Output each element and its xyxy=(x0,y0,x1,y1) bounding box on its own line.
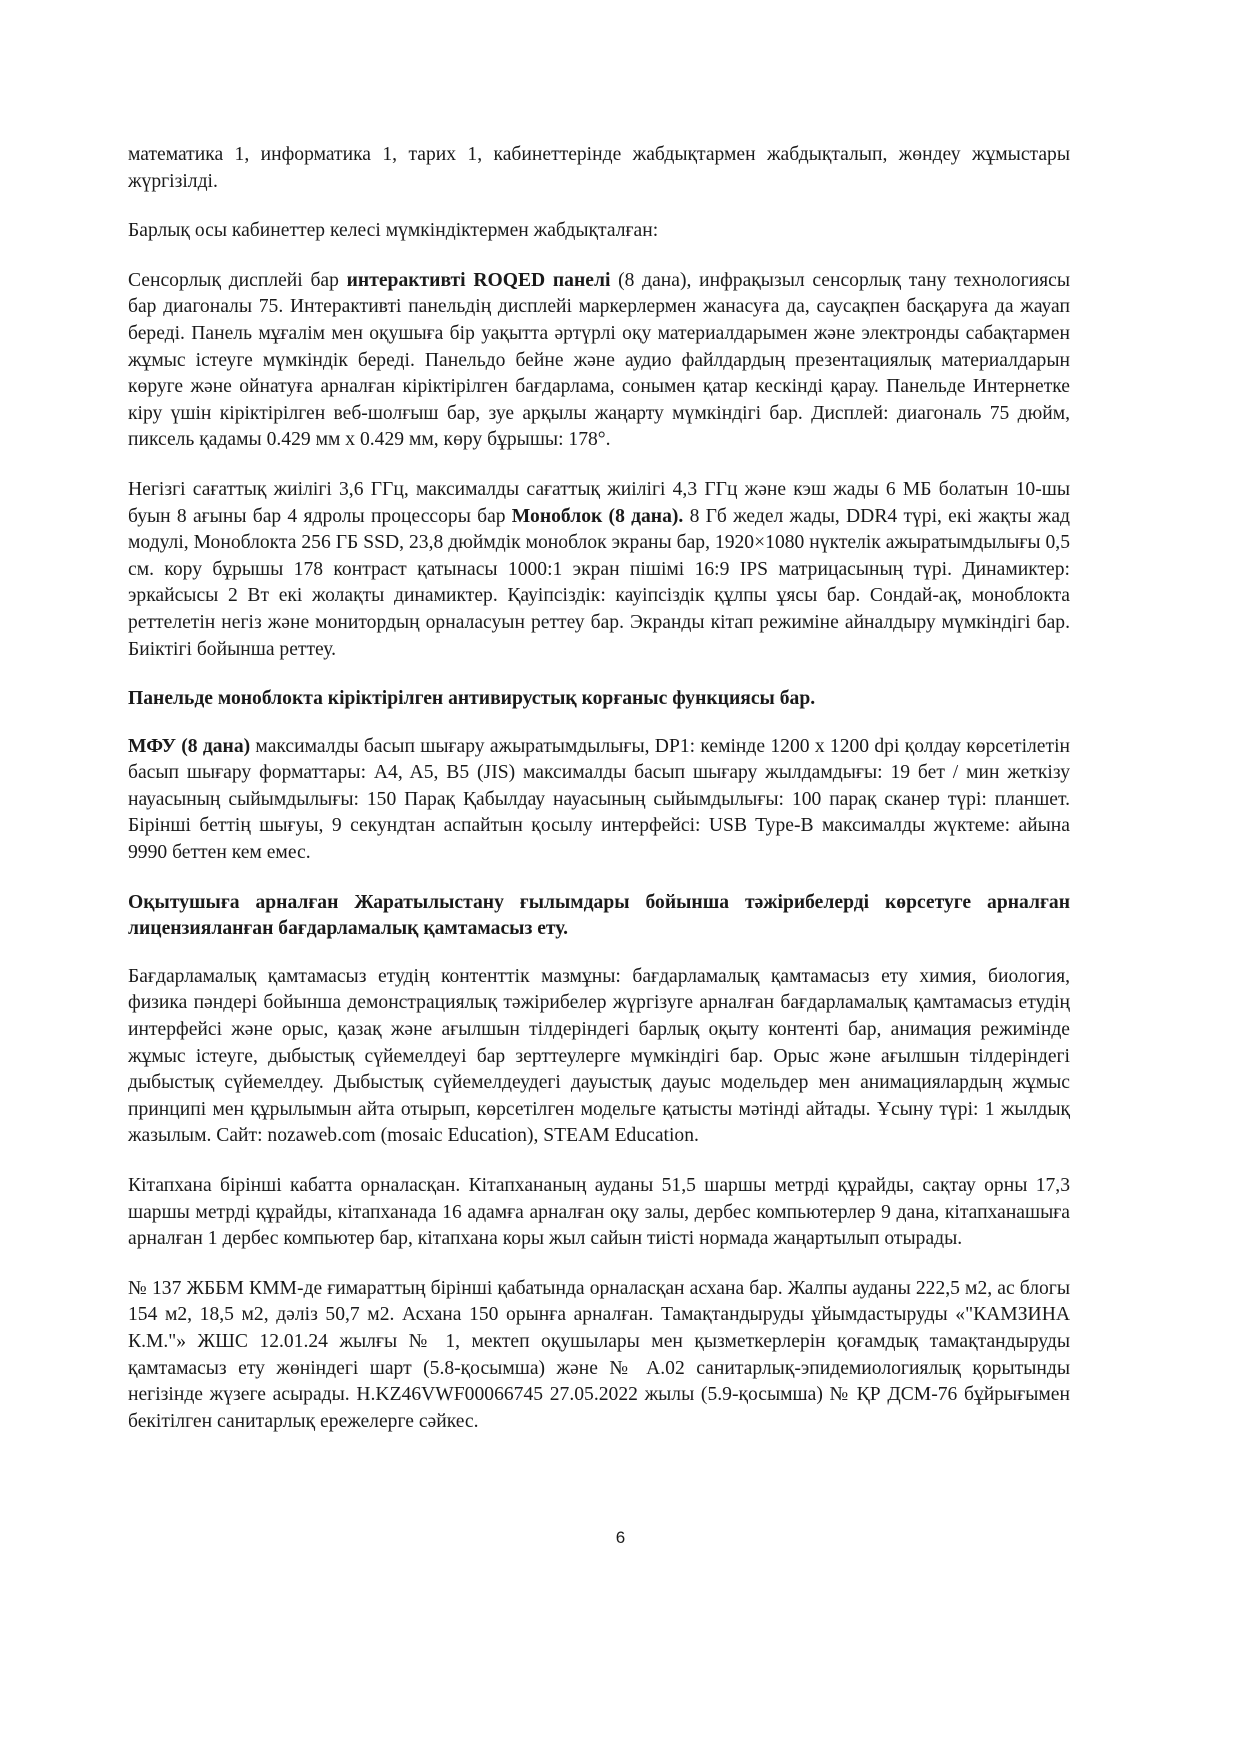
paragraph-cabinets: математика 1, информатика 1, тарих 1, кабинеттерінде жабдықтармен жабдықталып, жөндеу жұмыстары жүргізілді. xyxy=(128,144,1070,192)
paragraph-interactive-panel: Сенсорлық дисплейі бар интерактивті ROQED панелі (8 дана), инфрақызыл сенсорлық тану технологиясы бар диагоналы 75. Интерактивті панельдің дисплейі маркерлермен жанасуға да, саусақпен басқаруға да жауап береді. Панель мұғалім мен оқушыға бір уақытта әртүрлі оқу материалдарымен және электронды сабақтармен жұмыс істеуге мүмкіндік береді. Панельдо бейне және аудио файлдардың презентациялық материалдарын көруге және ойнатуға арналған кіріктірілген бағдарлама, сонымен қатар кескінді қарау. Панельде Интернетке кіру үшін кіріктірілген веб-шолғыш бар, зуе арқылы жаңарту мүмкіндігі бар. Дисплей: диагональ 75 дюйм, пиксель қадамы 0.429 мм x 0.429 мм, көру бұрышы: 178°. xyxy=(128,269,1070,451)
paragraph-mfu: МФУ (8 дана) максималды басып шығару ажыратымдылығы, DP1: кемінде 1200 x 1200 dpi қолдау көрсетілетін басып шығару форматтары: A4, A5, B5 (JIS) максималды басып шығару жылдамдығы: 19 бет / мин жеткізу науасының сыйымдылығы: 150 Парақ Қабылдау науасының сыйымдылығы: 100 парақ сканер түрі: планшет. Бірінші беттің шығуы, 9 секундтан аспайтын қосылу интерфейсі: USB Type-B максималды жүктеме: айына 9990 беттен кем емес. xyxy=(128,735,1071,864)
page-number: 6 xyxy=(615,1528,626,1547)
paragraph-library: Кітапхана бірінші кабатта орналасқан. Кітапхананың ауданы 51,5 шаршы метрді құрайды, сақтау орны 17,3 шаршы метрді құрайды, кітапханада 16 адамға арналған оқу залы, дербес компьютерлер 9 дана, кітапханашыға арналған 1 дербес компьютер бар, кітапхана коры жыл сайын тиісті нормада жаңартылып отырады. xyxy=(128,1175,1070,1250)
paragraph-equipment-intro: Барлық осы кабинеттер келесі мүмкіндіктермен жабдықталған: xyxy=(128,220,659,242)
paragraph-monoblock: Негізгі сағаттық жиілігі 3,6 ГГц, максималды сағаттық жиілігі 4,3 ГГц және кэш жады 6 МБ болатын 10-шы буын 8 ағыны бар 4 ядролы процессоры бар Моноблок (8 дана). 8 Гб жедел жады, DDR4 түрі, екі жақты жад модулі, Моноблокта 256 ГБ SSD, 23,8 дюймдік моноблок экраны бар, 1920×1080 нүктелік ажыратымдылығы 0,5 см. кору бұрышы 178 контраст қатынасы 1000:1 экран пішімі 16:9 IPS матрицасының түрі. Динамиктер: эркайсысы 2 Вт екі жолақты динамиктер. Қауіпсіздік: кауіпсіздік құлпы ұясы бар. Сондай-ақ, моноблокта реттелетін негіз және монитордың орналасуын реттеу бар. Экранды кітап режиміне айналдыру мүмкіндігі бар. Биіктігі бойынша реттеу. xyxy=(128,478,1070,660)
paragraph-canteen: № 137 ЖББМ КММ-де ғимараттың бірінші қабатында орналасқан асхана бар. Жалпы ауданы 222,5 м2, ас блогы 154 м2, 18,5 м2, дәліз 50,7 м2. Асхана 150 орынға арналған. Тамақтандыруды ұйымдастыруды «"КАМЗИНА К.М."» ЖШС 12.01.24 жылғы № 1, мектеп оқушылары мен қызметкерлерін қоғамдық тамақтандыруды қамтамасыз ету жөніндегі шарт (5.8-қосымша) және № А.02 санитарлық-эпидемиологиялық қорытынды негізінде жүзеге асырады. Н.KZ46VWF00066745 27.05.2022 жылы (5.9-қосымша) № ҚР ДСМ-76 бұйрығымен бекітілген санитарлық ережелерге сәйкес. xyxy=(128,1277,1070,1432)
paragraph-software-content: Бағдарламалық қамтамасыз етудің контенттік мазмұны: бағдарламалық қамтамасыз ету химия, биология, физика пәндері бойынша демонстрациялық тәжірибелер жүргізуге арналған бағдарламалық қамтамасыз етудің интерфейсі және орыс, қазақ және ағылшын тілдеріндегі барлық оқыту контенті бар, анимация режимінде жұмыс істеуге, дыбыстық сүйемелдеуі бар зерттеулерге мүмкіндігі бар. Орыс және ағылшын тілдеріндегі дыбыстық сүйемелдеу. Дыбыстық сүйемелдеудегі дауыстық дауыс модельдер мен анимациялардың жұмыс принципі мен құрылымын айта отырып, көрсетілген модельге қатысты мәтінді айтады. Ұсыну түрі: 1 жылдық жазылым. Сайт: nozaweb.com (mosaic Education), STEAM Education. xyxy=(128,965,1070,1147)
document-body xyxy=(128,142,1070,1458)
paragraph-software-heading: Оқытушыға арналған Жаратылыстану ғылымдары бойынша тәжірибелерді көрсетуге арналған лицензияланған бағдарламалық қамтамасыз ету. xyxy=(128,891,1070,940)
paragraph-antivirus: Панельде моноблокта кіріктірілген антивирустық корғаныс функциясы бар. xyxy=(128,688,816,710)
